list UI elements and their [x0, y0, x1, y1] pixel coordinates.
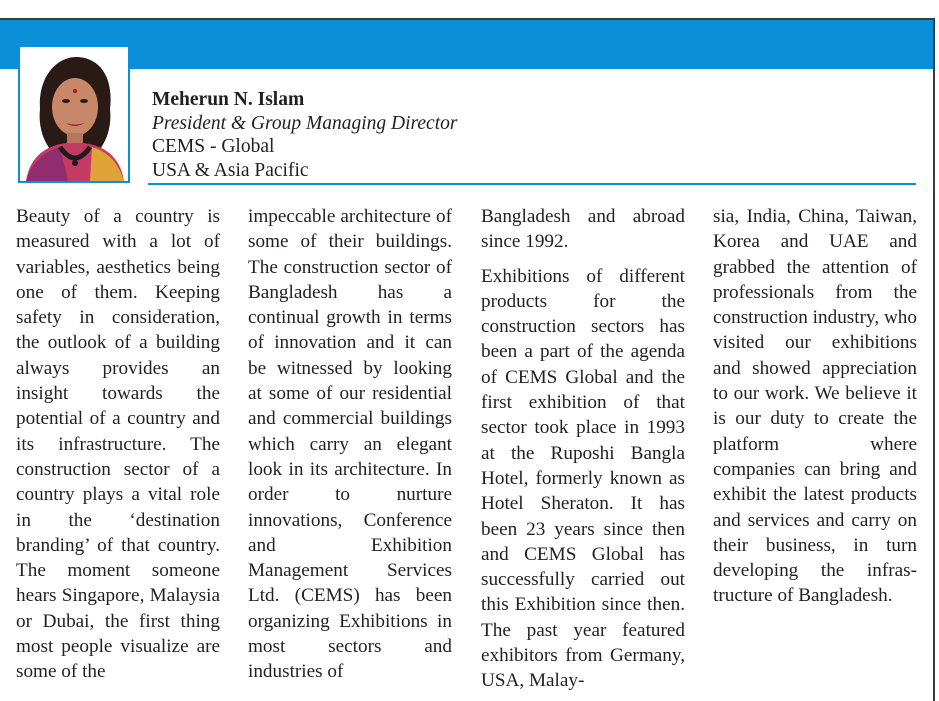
author-title: President & Group Managing Director [152, 112, 458, 134]
author-organization: CEMS - Global [152, 136, 275, 157]
author-info [152, 88, 457, 182]
article-paragraph: sia, India, China, Taiwan, Korea and UAE and grabbed the attention of professionals from the construction industry, who visited our exhibitions and showed appreciation to our work. We believe it is our duty to create the platform where companies can bring and exhibit the latest products and services and carry on their business, in turn developing the infrastructure of Bangladesh. [713, 206, 917, 607]
author-photo [18, 45, 130, 183]
article-paragraph: Beauty of a country is measured with a lot of variables, aesthetics being one of them. Keeping safety in consideration, the outlook of a building always provides an insight towards the potential of a country and its infrastructure. The construction sector of a country plays a vital role in the ‘destination branding’ of that country. The moment someone hears Singapore, Malaysia or Dubai, the first thing most people visualize are some of the [16, 206, 220, 683]
header-divider [148, 183, 916, 185]
header-band [0, 20, 933, 69]
article-paragraph: impeccable architecture of some of their buildings. The construction sector of Bangladesh has a continual growth in terms of innovation and it can be witnessed by looking at some of our residential and commercial buildings which carry an elegant look in its architecture. In order to nurture innovations, Conference and Exhibition Management Services Ltd. (CEMS) has been organizing Exhibitions in most sectors and industries of [248, 206, 452, 683]
author-name: Meherun N. Islam [152, 89, 305, 110]
article-column-3 [481, 204, 685, 694]
author-region: USA & Asia Pacific [152, 159, 309, 181]
portrait-photo-icon [20, 47, 128, 181]
article-column-2 [248, 204, 452, 685]
article-column-1 [16, 204, 220, 685]
article-column-4 [713, 204, 917, 609]
article-paragraph: Exhibitions of different products for the construction sectors has been a part of the agenda of CEMS Global and the first exhibition of that sector took place in 1993 at the Ruposhi Bangla Hotel, formerly known as Hotel Sheraton. It has been 23 years since then and CEMS Global has successfully carried out this Exhibition since then. The past year featured exhibitors from Germany, USA, Malay- [481, 265, 685, 692]
article-paragraph: Bangladesh and abroad since 1992. [481, 206, 685, 253]
